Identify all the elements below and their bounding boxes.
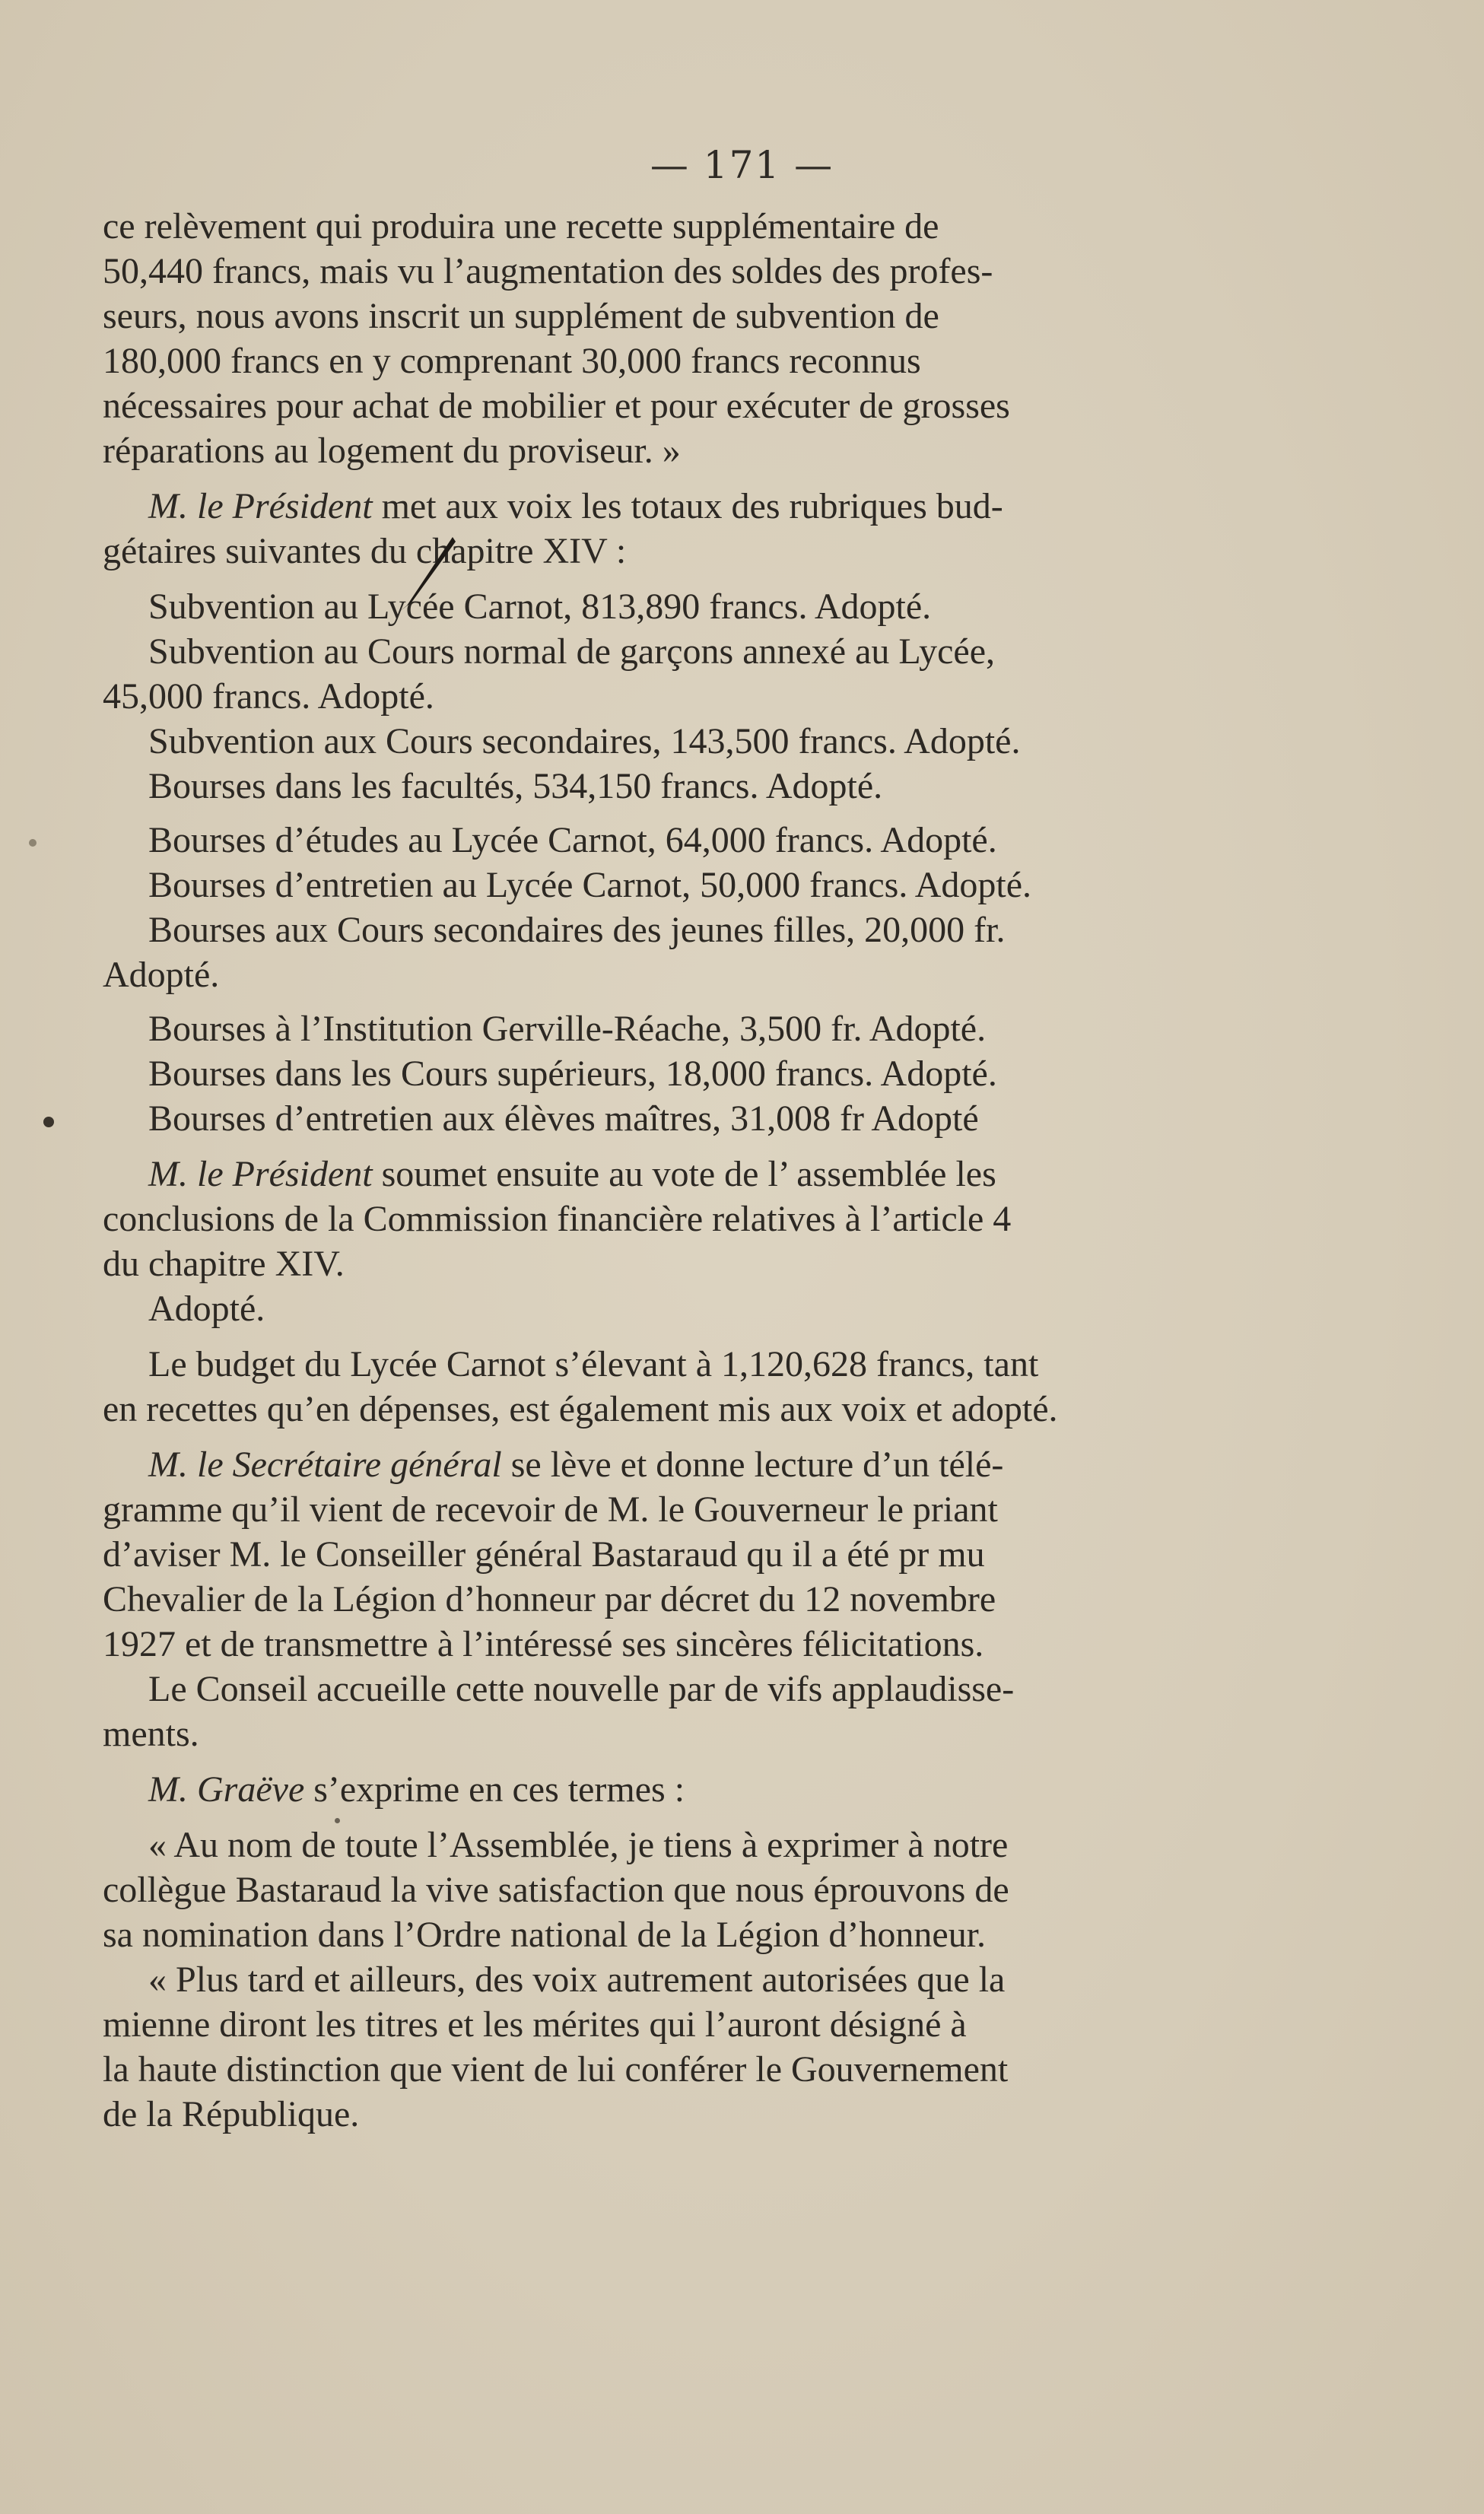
text-line: conclusions de la Commission financière relatives à l’article 4 xyxy=(103,1199,1012,1239)
budget-item: Subvention au Cours normal de garçons annexé au Lycée, xyxy=(148,631,995,672)
speaker-name: M. le Président xyxy=(148,486,373,526)
ink-stroke-mark xyxy=(392,532,460,616)
text-line: 1927 et de transmettre à l’intéressé ses sincères félicitations. xyxy=(103,1624,984,1664)
text-line: du chapitre XIV. xyxy=(103,1244,345,1284)
budget-item: Bourses dans les Cours supérieurs, 18,000 francs. Adopté. xyxy=(148,1054,997,1094)
paragraph-secretary-telegram xyxy=(103,1442,1274,1667)
text-line: ments. xyxy=(103,1714,199,1754)
paragraph-council-applause xyxy=(103,1667,1274,1756)
page-number: — 171 — xyxy=(650,143,834,187)
text-line: réparations au logement du proviseur. » xyxy=(103,431,681,471)
budget-item-continuation: Adopté. xyxy=(103,955,220,995)
text-line xyxy=(103,484,1274,529)
budget-item: Bourses dans les facultés, 534,150 francs. Adopté. xyxy=(148,766,883,806)
text-line: 180,000 francs en y comprenant 30,000 francs reconnus xyxy=(103,341,921,381)
paragraph-budget-total xyxy=(103,1342,1274,1432)
text-line: Chevalier de la Légion d’honneur par décret du 12 novembre xyxy=(103,1579,996,1619)
budget-items-list xyxy=(103,584,1274,1141)
text-line: en recettes qu’en dépenses, est également mis aux voix et adopté. xyxy=(103,1389,1058,1429)
paragraph-president-conclusions xyxy=(103,1152,1274,1286)
text-fragment: s’exprime en ces termes : xyxy=(304,1769,685,1810)
text-line xyxy=(103,1152,1274,1197)
speaker-name: M. le Président xyxy=(148,1154,373,1194)
print-speck xyxy=(335,1818,340,1823)
text-fragment: se lève et donne lecture d’un télé- xyxy=(501,1445,1004,1485)
text-line: sa nomination dans l’Ordre national de la Légion d’honneur. xyxy=(103,1915,987,1955)
paragraph-graeve-speech-1 xyxy=(103,1823,1274,1957)
budget-item: Bourses d’études au Lycée Carnot, 64,000 francs. Adopté. xyxy=(148,820,997,860)
text-line: « Au nom de toute l’Assemblée, je tiens à exprimer à notre xyxy=(148,1825,1009,1865)
text-line xyxy=(103,1442,1274,1487)
text-line: gétaires suivantes du chapitre XIV : xyxy=(103,531,627,571)
paragraph-report-continuation xyxy=(103,204,1274,473)
budget-item: Subvention au Lycée Carnot, 813,890 francs. Adopté. xyxy=(148,586,932,627)
budget-item: Bourses d’entretien au Lycée Carnot, 50,000 francs. Adopté. xyxy=(148,865,1031,905)
budget-item: Bourses d’entretien aux élèves maîtres, 31,008 fr Adopté xyxy=(148,1098,979,1139)
text-line: gramme qu’il vient de recevoir de M. le Gouverneur le priant xyxy=(103,1489,998,1530)
text-line: 50,440 francs, mais vu l’augmentation des soldes des profes- xyxy=(103,251,993,291)
speaker-name: M. Graëve xyxy=(148,1769,305,1810)
text-line: mienne diront les titres et les mérites qui l’auront désigné à xyxy=(103,2004,967,2045)
text-fragment: met aux voix les totaux des rubriques bud- xyxy=(372,486,1003,526)
text-line: seurs, nous avons inscrit un supplément de subvention de xyxy=(103,296,939,336)
paragraph-president-vote xyxy=(103,484,1274,574)
text-line: la haute distinction que vient de lui conférer le Gouvernement xyxy=(103,2049,1009,2090)
speaker-name: M. le Secrétaire général xyxy=(148,1445,502,1485)
page-body xyxy=(103,204,1274,2137)
print-speck xyxy=(43,1117,54,1127)
budget-item: Bourses aux Cours secondaires des jeunes filles, 20,000 fr. xyxy=(148,910,1006,950)
text-line: Le budget du Lycée Carnot s’élevant à 1,120,628 francs, tant xyxy=(148,1344,1039,1384)
text-fragment: soumet ensuite au vote de l’ assemblée les xyxy=(372,1154,996,1194)
budget-item: Subvention aux Cours secondaires, 143,500 francs. Adopté. xyxy=(148,721,1021,761)
text-line: de la République. xyxy=(103,2094,360,2134)
text-line: Adopté. xyxy=(148,1289,265,1329)
text-line: collègue Bastaraud la vive satisfaction que nous éprouvons de xyxy=(103,1870,1009,1910)
text-line: d’aviser M. le Conseiller général Bastaraud qu il a été pr mu xyxy=(103,1534,985,1575)
paragraph-graeve-intro xyxy=(103,1767,1274,1812)
text-line: nécessaires pour achat de mobilier et pour exécuter de grosses xyxy=(103,386,1010,426)
budget-item: Bourses à l’Institution Gerville-Réache, 3,500 fr. Adopté. xyxy=(148,1009,987,1049)
paragraph-adopted xyxy=(103,1286,1274,1331)
text-line: ce relèvement qui produira une recette supplémentaire de xyxy=(103,206,939,246)
text-line xyxy=(103,1767,1274,1812)
text-line: « Plus tard et ailleurs, des voix autrement autorisées que la xyxy=(148,1959,1006,2000)
text-line: Le Conseil accueille cette nouvelle par de vifs applaudisse- xyxy=(148,1669,1015,1709)
budget-item-continuation: 45,000 francs. Adopté. xyxy=(103,676,434,717)
paragraph-graeve-speech-2 xyxy=(103,1957,1274,2137)
print-speck xyxy=(29,839,37,847)
